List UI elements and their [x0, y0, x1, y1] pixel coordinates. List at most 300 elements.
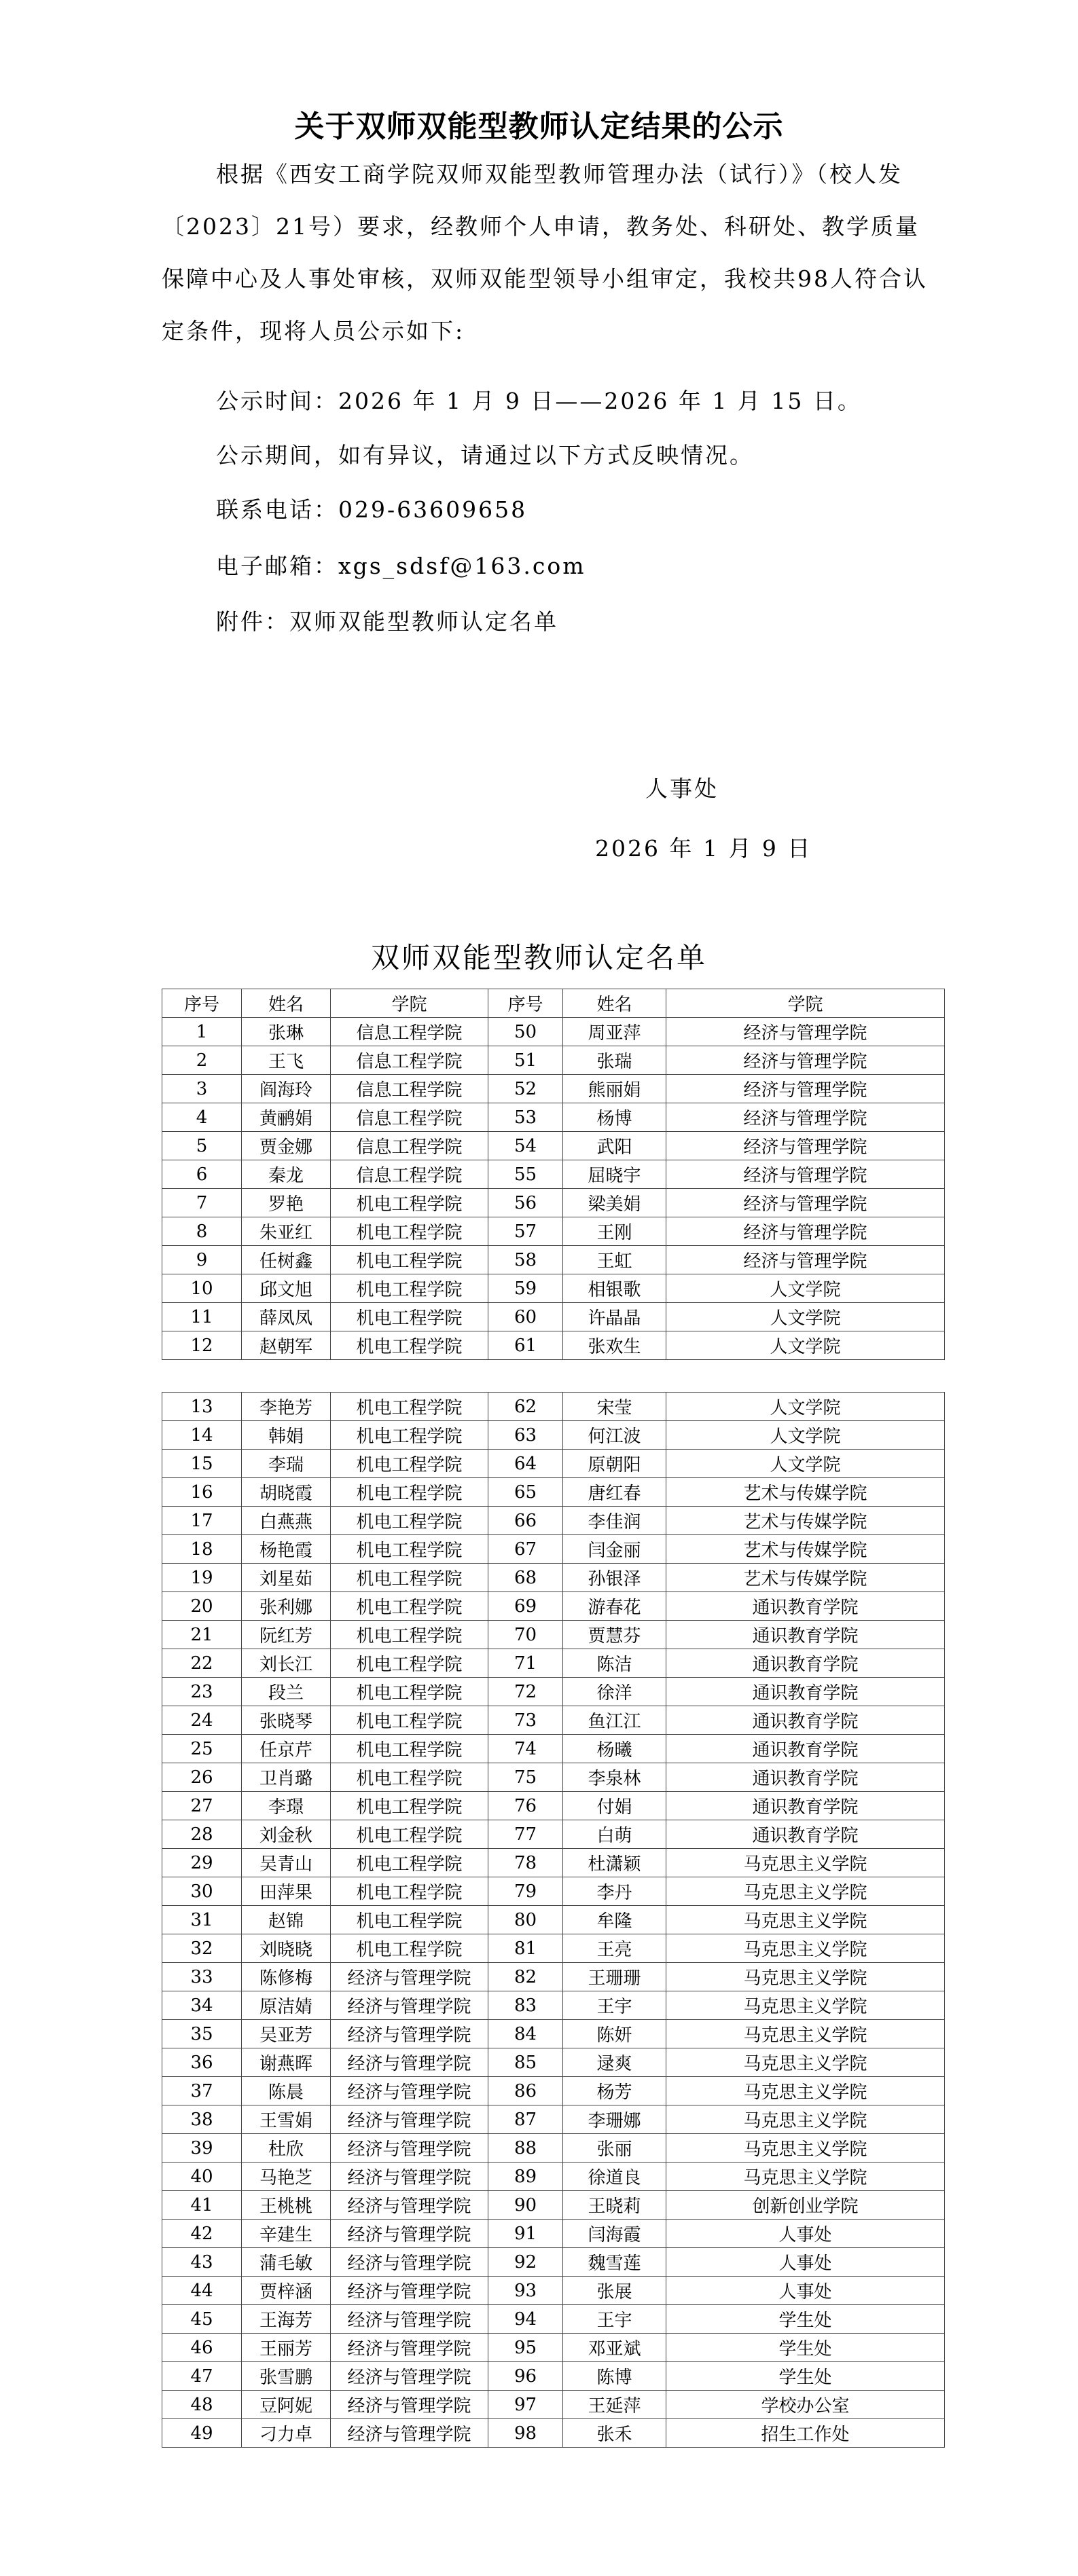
table-row: [162, 1820, 945, 1849]
cell-college: 经济与管理学院: [331, 2419, 488, 2448]
cell-college: 机电工程学院: [331, 1592, 488, 1621]
cell-name: 陈修梅: [242, 1963, 331, 1991]
cell-name: 刘晓晓: [242, 1934, 331, 1963]
cell-name: 张丽: [563, 2134, 666, 2163]
cell-college: 经济与管理学院: [331, 2277, 488, 2305]
cell-name: 王晓莉: [563, 2191, 666, 2220]
cell-name: 李泉林: [563, 1763, 666, 1792]
cell-name: 王海芳: [242, 2305, 331, 2334]
cell-name: 王雪娟: [242, 2105, 331, 2134]
cell-seq: 68: [488, 1564, 563, 1592]
signer: 人事处: [645, 775, 719, 802]
table-row: [162, 1421, 945, 1450]
cell-college: 经济与管理学院: [666, 1217, 945, 1246]
cell-name: 王桃桃: [242, 2191, 331, 2220]
cell-name: 刘星茹: [242, 1564, 331, 1592]
table-row: [162, 2305, 945, 2334]
cell-seq: 62: [488, 1393, 563, 1421]
cell-college: 人文学院: [666, 1450, 945, 1478]
cell-name: 张禾: [563, 2419, 666, 2448]
cell-college: 经济与管理学院: [666, 1075, 945, 1103]
header-name: 姓名: [563, 989, 666, 1018]
cell-name: 段兰: [242, 1678, 331, 1706]
cell-seq: 90: [488, 2191, 563, 2220]
cell-college: 信息工程学院: [331, 1018, 488, 1046]
cell-seq: 75: [488, 1763, 563, 1792]
cell-seq: 55: [488, 1160, 563, 1189]
cell-college: 人事处: [666, 2220, 945, 2248]
cell-college: 马克思主义学院: [666, 1934, 945, 1963]
table-row: [162, 2163, 945, 2191]
cell-name: 原朝阳: [563, 1450, 666, 1478]
table-header-row: [162, 989, 945, 1018]
cell-college: 经济与管理学院: [331, 2305, 488, 2334]
cell-college: 马克思主义学院: [666, 1877, 945, 1906]
cell-college: 马克思主义学院: [666, 1963, 945, 1991]
cell-name: 闫金丽: [563, 1535, 666, 1564]
header-college: 学院: [331, 989, 488, 1018]
cell-college: 信息工程学院: [331, 1075, 488, 1103]
cell-seq: 13: [162, 1393, 242, 1421]
cell-name: 韩娟: [242, 1421, 331, 1450]
cell-name: 任京芹: [242, 1735, 331, 1763]
cell-name: 赵锦: [242, 1906, 331, 1934]
cell-seq: 33: [162, 1963, 242, 1991]
cell-college: 人文学院: [666, 1421, 945, 1450]
cell-college: 信息工程学院: [331, 1160, 488, 1189]
cell-name: 罗艳: [242, 1189, 331, 1217]
cell-seq: 92: [488, 2248, 563, 2277]
cell-college: 机电工程学院: [331, 1934, 488, 1963]
table-row: [162, 2020, 945, 2048]
cell-college: 经济与管理学院: [666, 1132, 945, 1160]
cell-college: 经济与管理学院: [331, 2334, 488, 2362]
cell-seq: 40: [162, 2163, 242, 2191]
cell-seq: 24: [162, 1706, 242, 1735]
cell-college: 马克思主义学院: [666, 1991, 945, 2020]
cell-seq: 93: [488, 2277, 563, 2305]
cell-seq: 48: [162, 2391, 242, 2419]
cell-name: 杨曦: [563, 1735, 666, 1763]
table-row: [162, 1217, 945, 1246]
cell-seq: 56: [488, 1189, 563, 1217]
cell-college: 通识教育学院: [666, 1678, 945, 1706]
notice-body: [162, 148, 943, 357]
cell-college: 经济与管理学院: [331, 2362, 488, 2391]
cell-name: 卫肖璐: [242, 1763, 331, 1792]
cell-name: 杜欣: [242, 2134, 331, 2163]
cell-name: 宋莹: [563, 1393, 666, 1421]
cell-college: 机电工程学院: [331, 1621, 488, 1649]
cell-college: 机电工程学院: [331, 1274, 488, 1303]
cell-college: 机电工程学院: [331, 1820, 488, 1849]
cell-name: 付娟: [563, 1792, 666, 1820]
cell-college: 艺术与传媒学院: [666, 1478, 945, 1507]
cell-seq: 23: [162, 1678, 242, 1706]
cell-name: 王虹: [563, 1246, 666, 1274]
cell-name: 徐洋: [563, 1678, 666, 1706]
cell-name: 周亚萍: [563, 1018, 666, 1046]
cell-name: 逯爽: [563, 2048, 666, 2077]
cell-seq: 78: [488, 1849, 563, 1877]
cell-college: 经济与管理学院: [666, 1246, 945, 1274]
table-row: [162, 2191, 945, 2220]
cell-college: 经济与管理学院: [331, 2020, 488, 2048]
table-row: [162, 2362, 945, 2391]
cell-name: 秦龙: [242, 1160, 331, 1189]
cell-name: 李佳润: [563, 1507, 666, 1535]
cell-name: 张欢生: [563, 1331, 666, 1360]
cell-seq: 25: [162, 1735, 242, 1763]
table-row: [162, 1678, 945, 1706]
cell-seq: 29: [162, 1849, 242, 1877]
cell-college: 经济与管理学院: [331, 2163, 488, 2191]
table-row: [162, 1046, 945, 1075]
cell-college: 机电工程学院: [331, 1735, 488, 1763]
cell-name: 马艳芝: [242, 2163, 331, 2191]
cell-college: 经济与管理学院: [666, 1103, 945, 1132]
contact-email: 电子邮箱：xgs_sdsf@163.com: [216, 553, 586, 579]
cell-college: 信息工程学院: [331, 1103, 488, 1132]
cell-seq: 88: [488, 2134, 563, 2163]
table-row: [162, 2248, 945, 2277]
cell-name: 王丽芳: [242, 2334, 331, 2362]
cell-name: 张雪鹏: [242, 2362, 331, 2391]
cell-seq: 21: [162, 1621, 242, 1649]
cell-name: 刘长江: [242, 1649, 331, 1678]
cell-college: 学生处: [666, 2362, 945, 2391]
table-row: [162, 2334, 945, 2362]
cell-seq: 65: [488, 1478, 563, 1507]
header-seq: 序号: [162, 989, 242, 1018]
cell-seq: 89: [488, 2163, 563, 2191]
cell-college: 通识教育学院: [666, 1649, 945, 1678]
cell-college: 通识教育学院: [666, 1621, 945, 1649]
cell-college: 通识教育学院: [666, 1792, 945, 1820]
cell-seq: 34: [162, 1991, 242, 2020]
cell-name: 吴青山: [242, 1849, 331, 1877]
cell-college: 马克思主义学院: [666, 2134, 945, 2163]
cell-college: 机电工程学院: [331, 1763, 488, 1792]
cell-name: 李珊娜: [563, 2105, 666, 2134]
cell-name: 鱼江江: [563, 1706, 666, 1735]
cell-name: 陈洁: [563, 1649, 666, 1678]
cell-college: 经济与管理学院: [331, 1991, 488, 2020]
cell-college: 通识教育学院: [666, 1706, 945, 1735]
cell-seq: 43: [162, 2248, 242, 2277]
cell-seq: 8: [162, 1217, 242, 1246]
cell-name: 陈博: [563, 2362, 666, 2391]
cell-name: 张晓琴: [242, 1706, 331, 1735]
cell-seq: 87: [488, 2105, 563, 2134]
cell-seq: 50: [488, 1018, 563, 1046]
cell-seq: 63: [488, 1421, 563, 1450]
table-row: [162, 1393, 945, 1421]
cell-seq: 17: [162, 1507, 242, 1535]
cell-college: 机电工程学院: [331, 1478, 488, 1507]
cell-name: 贾慧芬: [563, 1621, 666, 1649]
cell-seq: 86: [488, 2077, 563, 2105]
cell-name: 薛凤凤: [242, 1303, 331, 1331]
table-row: [162, 1963, 945, 1991]
cell-name: 王宇: [563, 2305, 666, 2334]
cell-college: 经济与管理学院: [666, 1046, 945, 1075]
cell-seq: 52: [488, 1075, 563, 1103]
cell-seq: 19: [162, 1564, 242, 1592]
cell-name: 蒲毛敏: [242, 2248, 331, 2277]
cell-seq: 47: [162, 2362, 242, 2391]
cell-seq: 59: [488, 1274, 563, 1303]
header-seq: 序号: [488, 989, 563, 1018]
table-row: [162, 1934, 945, 1963]
cell-college: 艺术与传媒学院: [666, 1507, 945, 1535]
cell-seq: 22: [162, 1649, 242, 1678]
cell-college: 机电工程学院: [331, 1217, 488, 1246]
cell-name: 谢燕晖: [242, 2048, 331, 2077]
cell-seq: 20: [162, 1592, 242, 1621]
cell-name: 武阳: [563, 1132, 666, 1160]
table-row: [162, 1849, 945, 1877]
cell-name: 豆阿妮: [242, 2391, 331, 2419]
table-row: [162, 1132, 945, 1160]
cell-college: 经济与管理学院: [331, 2134, 488, 2163]
cell-seq: 71: [488, 1649, 563, 1678]
cell-name: 杨博: [563, 1103, 666, 1132]
cell-college: 经济与管理学院: [331, 1963, 488, 1991]
table-row: [162, 1592, 945, 1621]
cell-seq: 28: [162, 1820, 242, 1849]
cell-seq: 31: [162, 1906, 242, 1934]
cell-seq: 77: [488, 1820, 563, 1849]
cell-name: 朱亚红: [242, 1217, 331, 1246]
cell-college: 马克思主义学院: [666, 2077, 945, 2105]
table-row: [162, 1478, 945, 1507]
contact-phone: 联系电话：029-63609658: [216, 496, 528, 523]
cell-name: 徐道良: [563, 2163, 666, 2191]
cell-name: 游春花: [563, 1592, 666, 1621]
cell-college: 人文学院: [666, 1331, 945, 1360]
cell-seq: 5: [162, 1132, 242, 1160]
table-row: [162, 1535, 945, 1564]
cell-seq: 9: [162, 1246, 242, 1274]
table-row: [162, 1564, 945, 1592]
cell-seq: 54: [488, 1132, 563, 1160]
cell-college: 马克思主义学院: [666, 2048, 945, 2077]
notice-body-text: 根据《西安工商学院双师双能型教师管理办法（试行）》（校人发〔2023〕21号）要求，经教师个人申请，教务处、科研处、教学质量保障中心及人事处审核，双师双能型领导小组审定，我校共98人符合认定条件，现将人员公示如下:: [162, 161, 928, 344]
cell-college: 通识教育学院: [666, 1763, 945, 1792]
table-row: [162, 2419, 945, 2448]
table-row: [162, 2105, 945, 2134]
cell-college: 机电工程学院: [331, 1649, 488, 1678]
cell-college: 学校办公室: [666, 2391, 945, 2419]
cell-seq: 74: [488, 1735, 563, 1763]
cell-seq: 73: [488, 1706, 563, 1735]
cell-seq: 82: [488, 1963, 563, 1991]
cell-seq: 66: [488, 1507, 563, 1535]
roster-table-part-1: [162, 989, 945, 1360]
header-college: 学院: [666, 989, 945, 1018]
table-row: [162, 1018, 945, 1046]
cell-seq: 41: [162, 2191, 242, 2220]
cell-name: 阮红芳: [242, 1621, 331, 1649]
cell-college: 经济与管理学院: [331, 2048, 488, 2077]
cell-name: 任树鑫: [242, 1246, 331, 1274]
cell-name: 王亮: [563, 1934, 666, 1963]
cell-name: 吴亚芳: [242, 2020, 331, 2048]
cell-name: 张展: [563, 2277, 666, 2305]
cell-name: 贾梓涵: [242, 2277, 331, 2305]
cell-seq: 2: [162, 1046, 242, 1075]
cell-seq: 36: [162, 2048, 242, 2077]
cell-name: 何江波: [563, 1421, 666, 1450]
cell-seq: 57: [488, 1217, 563, 1246]
cell-name: 唐红春: [563, 1478, 666, 1507]
cell-college: 经济与管理学院: [666, 1189, 945, 1217]
cell-college: 信息工程学院: [331, 1046, 488, 1075]
cell-seq: 35: [162, 2020, 242, 2048]
cell-seq: 10: [162, 1274, 242, 1303]
cell-college: 通识教育学院: [666, 1592, 945, 1621]
cell-name: 白燕燕: [242, 1507, 331, 1535]
table-row: [162, 1991, 945, 2020]
cell-name: 张瑞: [563, 1046, 666, 1075]
cell-seq: 12: [162, 1331, 242, 1360]
cell-name: 胡晓霞: [242, 1478, 331, 1507]
table-row: [162, 1189, 945, 1217]
cell-seq: 70: [488, 1621, 563, 1649]
cell-college: 机电工程学院: [331, 1535, 488, 1564]
cell-seq: 84: [488, 2020, 563, 2048]
cell-seq: 15: [162, 1450, 242, 1478]
cell-college: 机电工程学院: [331, 1246, 488, 1274]
cell-college: 机电工程学院: [331, 1421, 488, 1450]
cell-seq: 3: [162, 1075, 242, 1103]
notice-period: 公示时间：2026 年 1 月 9 日——2026 年 1 月 15 日。: [216, 388, 862, 414]
cell-name: 杜潇颖: [563, 1849, 666, 1877]
cell-college: 经济与管理学院: [331, 2391, 488, 2419]
table-row: [162, 1906, 945, 1934]
table-row: [162, 1507, 945, 1535]
cell-college: 马克思主义学院: [666, 1849, 945, 1877]
cell-college: 机电工程学院: [331, 1792, 488, 1820]
cell-college: 通识教育学院: [666, 1735, 945, 1763]
cell-college: 经济与管理学院: [666, 1160, 945, 1189]
cell-name: 张琳: [242, 1018, 331, 1046]
cell-college: 学生处: [666, 2334, 945, 2362]
cell-seq: 38: [162, 2105, 242, 2134]
cell-college: 马克思主义学院: [666, 2105, 945, 2134]
cell-seq: 49: [162, 2419, 242, 2448]
table-row: [162, 2134, 945, 2163]
cell-college: 人文学院: [666, 1393, 945, 1421]
cell-seq: 94: [488, 2305, 563, 2334]
cell-college: 人事处: [666, 2277, 945, 2305]
table-row: [162, 1763, 945, 1792]
cell-name: 王珊珊: [563, 1963, 666, 1991]
cell-college: 艺术与传媒学院: [666, 1535, 945, 1564]
list-title: 双师双能型教师认定名单: [370, 941, 707, 974]
table-row: [162, 1303, 945, 1331]
cell-seq: 96: [488, 2362, 563, 2391]
table-row: [162, 1706, 945, 1735]
table-row: [162, 1649, 945, 1678]
cell-seq: 58: [488, 1246, 563, 1274]
cell-name: 贾金娜: [242, 1132, 331, 1160]
cell-college: 人文学院: [666, 1274, 945, 1303]
cell-college: 机电工程学院: [331, 1507, 488, 1535]
cell-name: 杨艳霞: [242, 1535, 331, 1564]
cell-seq: 69: [488, 1592, 563, 1621]
table-row: [162, 1792, 945, 1820]
cell-name: 闫海霞: [563, 2220, 666, 2248]
table-row: [162, 2391, 945, 2419]
cell-college: 经济与管理学院: [331, 2220, 488, 2248]
cell-seq: 16: [162, 1478, 242, 1507]
cell-seq: 18: [162, 1535, 242, 1564]
cell-seq: 67: [488, 1535, 563, 1564]
attachment-note: 附件：双师双能型教师认定名单: [216, 608, 558, 635]
cell-seq: 7: [162, 1189, 242, 1217]
cell-college: 机电工程学院: [331, 1189, 488, 1217]
notice-title: 关于双师双能型教师认定结果的公示: [294, 109, 784, 144]
cell-seq: 46: [162, 2334, 242, 2362]
cell-college: 机电工程学院: [331, 1906, 488, 1934]
cell-college: 经济与管理学院: [331, 2077, 488, 2105]
header-name: 姓名: [242, 989, 331, 1018]
cell-seq: 42: [162, 2220, 242, 2248]
cell-college: 机电工程学院: [331, 1393, 488, 1421]
cell-name: 杨芳: [563, 2077, 666, 2105]
cell-college: 机电工程学院: [331, 1877, 488, 1906]
cell-college: 创新创业学院: [666, 2191, 945, 2220]
cell-college: 马克思主义学院: [666, 2163, 945, 2191]
cell-seq: 79: [488, 1877, 563, 1906]
table-row: [162, 1621, 945, 1649]
cell-college: 机电工程学院: [331, 1450, 488, 1478]
cell-seq: 83: [488, 1991, 563, 2020]
table-row: [162, 1274, 945, 1303]
cell-college: 机电工程学院: [331, 1849, 488, 1877]
cell-name: 阎海玲: [242, 1075, 331, 1103]
cell-name: 梁美娟: [563, 1189, 666, 1217]
signing-date: 2026 年 1 月 9 日: [595, 835, 812, 862]
cell-seq: 76: [488, 1792, 563, 1820]
cell-name: 相银歌: [563, 1274, 666, 1303]
cell-name: 王飞: [242, 1046, 331, 1075]
cell-seq: 97: [488, 2391, 563, 2419]
cell-seq: 14: [162, 1421, 242, 1450]
cell-name: 田萍果: [242, 1877, 331, 1906]
cell-college: 机电工程学院: [331, 1331, 488, 1360]
cell-name: 孙银泽: [563, 1564, 666, 1592]
cell-name: 熊丽娟: [563, 1075, 666, 1103]
cell-name: 许晶晶: [563, 1303, 666, 1331]
cell-college: 马克思主义学院: [666, 2020, 945, 2048]
table-row: [162, 2048, 945, 2077]
table-row: [162, 1450, 945, 1478]
cell-name: 黄鹂娟: [242, 1103, 331, 1132]
cell-college: 机电工程学院: [331, 1706, 488, 1735]
cell-seq: 26: [162, 1763, 242, 1792]
cell-seq: 4: [162, 1103, 242, 1132]
cell-name: 辛建生: [242, 2220, 331, 2248]
notice-feedback: 公示期间，如有异议，请通过以下方式反映情况。: [216, 442, 754, 468]
cell-seq: 60: [488, 1303, 563, 1331]
cell-college: 人文学院: [666, 1303, 945, 1331]
cell-name: 屈晓宇: [563, 1160, 666, 1189]
cell-seq: 37: [162, 2077, 242, 2105]
table-row: [162, 1877, 945, 1906]
